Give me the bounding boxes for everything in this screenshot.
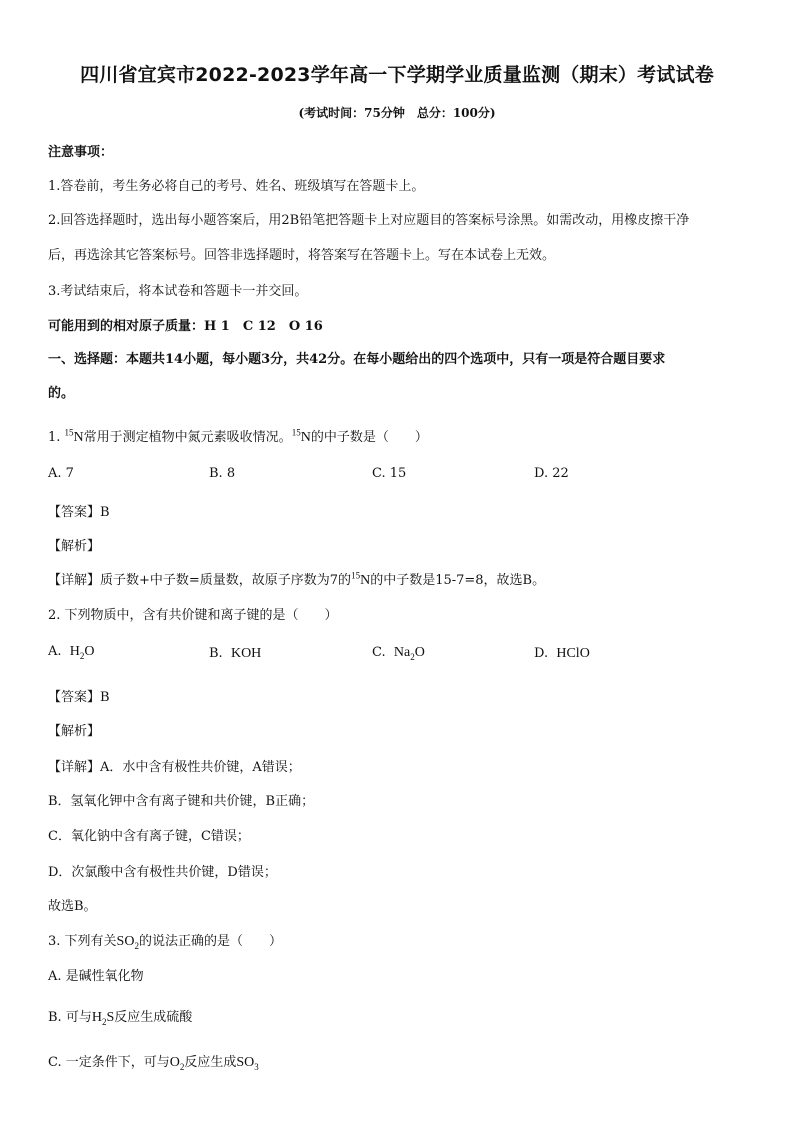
q2-option-b: B. KOH xyxy=(209,646,262,661)
note-item-2b: 后，再选涂其它答案标号。回答非选择题时，将答案写在答题卡上。写在本试卷上无效。 xyxy=(48,248,556,263)
q2-option-d: D. HClO xyxy=(534,646,590,661)
section-heading-line1: 一、选择题：本题共14小题，每小题3分，共42分。在每小题给出的四个选项中，只有一项是符合题目要求 xyxy=(48,352,666,367)
note-item-2a: 2.回答选择题时，选出每小题答案后，用2B铅笔把答题卡上对应题目的答案标号涂黑。如需改动，用橡皮擦干净 xyxy=(48,213,690,228)
q3-option-a: A. 是碱性氧化物 xyxy=(48,969,144,984)
q1-detail: 【详解】质子数+中子数=质量数，故原子序数为7的$^{15}$N的中子数是15-7=8，故选B。 xyxy=(48,570,546,588)
exam-info: (考试时间：75分钟 总分：100分) xyxy=(298,106,496,120)
note-item-1: 1.答卷前，考生务必将自己的考号、姓名、班级填写在答题卡上。 xyxy=(48,179,425,194)
q2-detail-3: C．氧化钠中含有离子键，C错误； xyxy=(48,829,250,844)
section-heading-line2: 的。 xyxy=(48,386,75,401)
q1-option-b: B. 8 xyxy=(209,466,236,481)
isotope-n15: $^{15}$N xyxy=(64,427,84,445)
q2-conclusion: 故选B。 xyxy=(48,899,97,914)
q1-answer: 【答案】B xyxy=(48,505,110,520)
q3-option-c: C. 一定条件下，可与$O_2$反应生成$SO_3$ xyxy=(48,1055,259,1072)
formula-so2: $SO_2$ xyxy=(116,934,139,951)
note-item-3: 3.考试结束后，将本试卷和答题卡一并交回。 xyxy=(48,284,308,299)
q2-option-c: C. $Na_2O$ xyxy=(372,645,425,662)
formula-o2: $O_2$ xyxy=(169,1055,185,1072)
q2-analysis-label: 【解析】 xyxy=(48,724,101,739)
formula-h2o: $H_2O$ xyxy=(69,644,95,661)
question-3-stem: 3. 下列有关$SO_2$的说法正确的是（ ） xyxy=(48,934,282,951)
q1-option-d: D. 22 xyxy=(534,466,569,481)
isotope-n15: $^{15}$N xyxy=(351,570,371,588)
atomic-mass-info: 可能用到的相对原子质量：H 1 C 12 O 16 xyxy=(48,319,323,334)
question-1-stem xyxy=(48,426,428,446)
q1-option-a: A. 7 xyxy=(48,466,74,481)
q3-option-b: B. 可与$H_2S$反应生成硫酸 xyxy=(48,1010,193,1027)
formula-h2s: $H_2S$ xyxy=(91,1010,115,1027)
q2-answer: 【答案】B xyxy=(48,690,110,705)
q2-detail-2: B．氢氧化钾中含有离子键和共价键，B正确； xyxy=(48,794,315,809)
question-2-stem: 2. 下列物质中，含有共价键和离子键的是（ ） xyxy=(48,608,338,623)
q1-option-c: C. 15 xyxy=(372,466,407,481)
page-title: 四川省宜宾市2022-2023学年高一下学期学业质量监测（期末）考试试卷 xyxy=(80,64,714,86)
question-text: 常用于测定植物中氮元素吸收情况。 xyxy=(83,430,292,445)
q2-detail-4: D．次氯酸中含有极性共价键，D错误； xyxy=(48,865,277,880)
q2-option-a: A. $H_2O$ xyxy=(48,644,95,661)
formula-na2o: $Na_2O$ xyxy=(393,645,425,662)
isotope-n15: $^{15}$N xyxy=(291,427,311,445)
q2-detail-1: 【详解】A．水中含有极性共价键，A错误； xyxy=(48,760,301,775)
question-number: 1. xyxy=(48,430,61,445)
q1-analysis-label: 【解析】 xyxy=(48,539,101,554)
notes-heading: 注意事项： xyxy=(48,145,114,160)
question-text: 的中子数是（ ） xyxy=(310,430,428,445)
formula-so3: $SO_3$ xyxy=(236,1055,259,1072)
